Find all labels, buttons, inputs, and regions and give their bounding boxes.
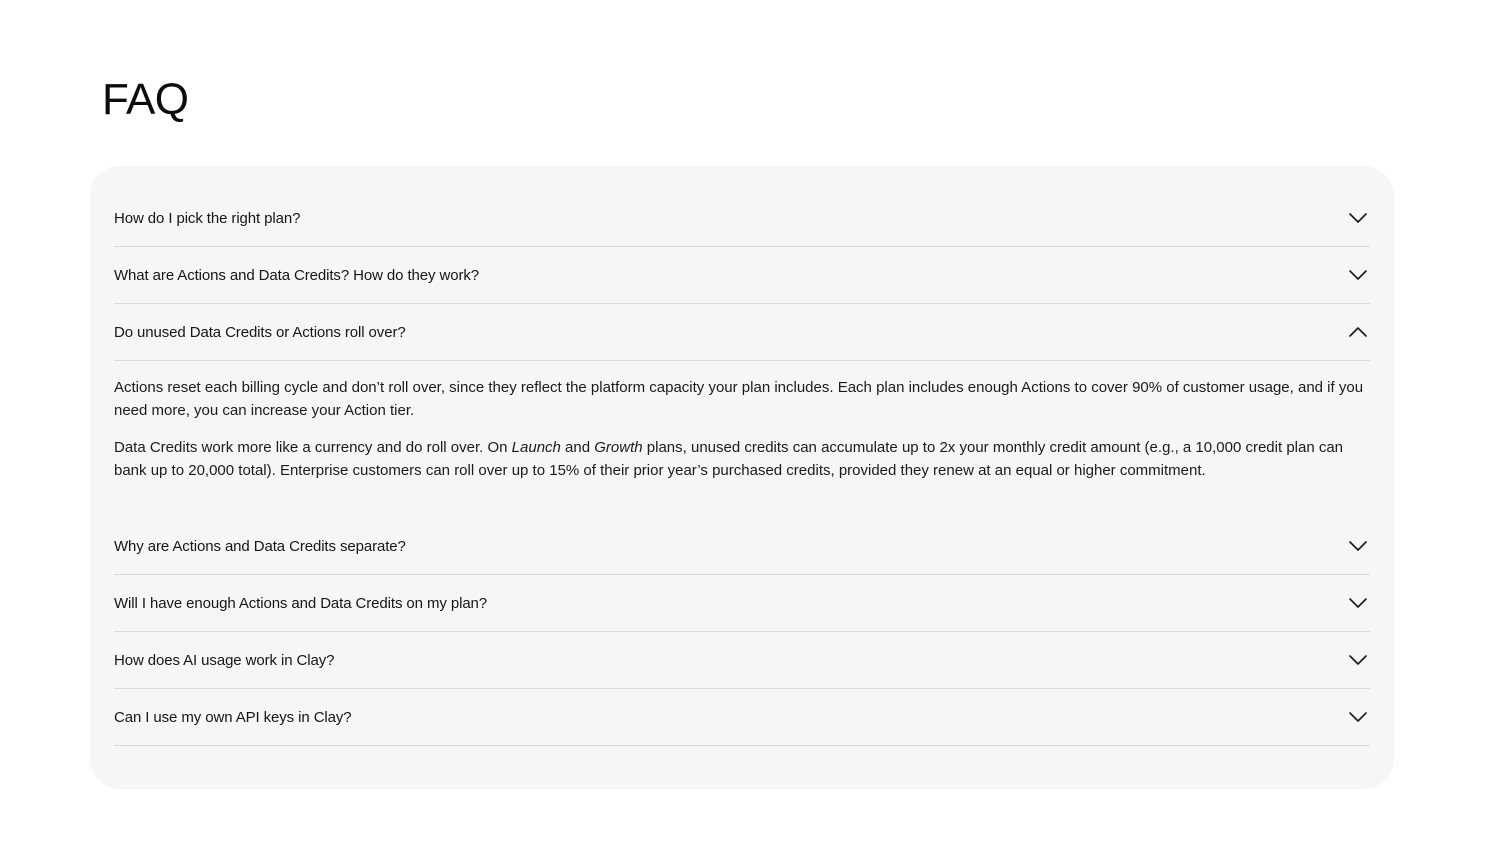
faq-question-button[interactable] bbox=[114, 304, 1370, 360]
plan-name-launch: Launch bbox=[511, 439, 561, 456]
faq-question-button[interactable] bbox=[114, 632, 1370, 688]
faq-question-button[interactable] bbox=[114, 247, 1370, 303]
faq-question-button[interactable] bbox=[114, 689, 1370, 745]
answer-text: plans, unused credits can accumulate up to 2x your monthly credit amount (e.g., a 10,000 credit plan can bank up to 20,000 total). Enterprise customers can roll over up to 15% of their prior year’s purchased credits, provided they renew at an equal or higher commitment. bbox=[114, 439, 1344, 479]
faq-question-text: Why are Actions and Data Credits separate? bbox=[114, 537, 406, 555]
chevron-up-icon bbox=[1348, 322, 1368, 342]
chevron-down-icon bbox=[1348, 593, 1368, 613]
answer-text: and bbox=[560, 439, 595, 456]
chevron-down-icon bbox=[1348, 536, 1368, 556]
faq-answer bbox=[114, 360, 1370, 518]
faq-question-button[interactable] bbox=[114, 575, 1370, 631]
faq-answer-paragraph bbox=[114, 437, 1370, 482]
faq-item bbox=[114, 689, 1370, 746]
faq-question-text: What are Actions and Data Credits? How do they work? bbox=[114, 266, 479, 284]
page-title: FAQ bbox=[102, 75, 189, 124]
answer-text: Data Credits work more like a currency and do roll over. On bbox=[114, 439, 512, 456]
faq-question-text: How does AI usage work in Clay? bbox=[114, 651, 335, 669]
faq-item bbox=[114, 190, 1370, 247]
faq-question-text: How do I pick the right plan? bbox=[114, 209, 301, 227]
plan-name-growth: Growth bbox=[594, 439, 643, 456]
faq-question-text: Do unused Data Credits or Actions roll over? bbox=[114, 323, 406, 341]
chevron-down-icon bbox=[1348, 650, 1368, 670]
faq-question-text: Can I use my own API keys in Clay? bbox=[114, 708, 352, 726]
chevron-down-icon bbox=[1348, 707, 1368, 727]
faq-accordion bbox=[90, 166, 1394, 789]
faq-question-button[interactable] bbox=[114, 190, 1370, 246]
faq-item bbox=[114, 247, 1370, 304]
faq-question-text: Will I have enough Actions and Data Credits on my plan? bbox=[114, 594, 488, 612]
faq-item-expanded bbox=[114, 304, 1370, 518]
chevron-down-icon bbox=[1348, 265, 1368, 285]
chevron-down-icon bbox=[1348, 208, 1368, 228]
faq-item bbox=[114, 632, 1370, 689]
faq-question-button[interactable] bbox=[114, 518, 1370, 574]
faq-item bbox=[114, 575, 1370, 632]
faq-answer-paragraph: Actions reset each billing cycle and don’t roll over, since they reflect the platform capacity your plan includes. Each plan includes enough Actions to cover 90% of customer usage, and if you need more, you can increase your Action tier. bbox=[114, 379, 1364, 419]
faq-item bbox=[114, 518, 1370, 575]
